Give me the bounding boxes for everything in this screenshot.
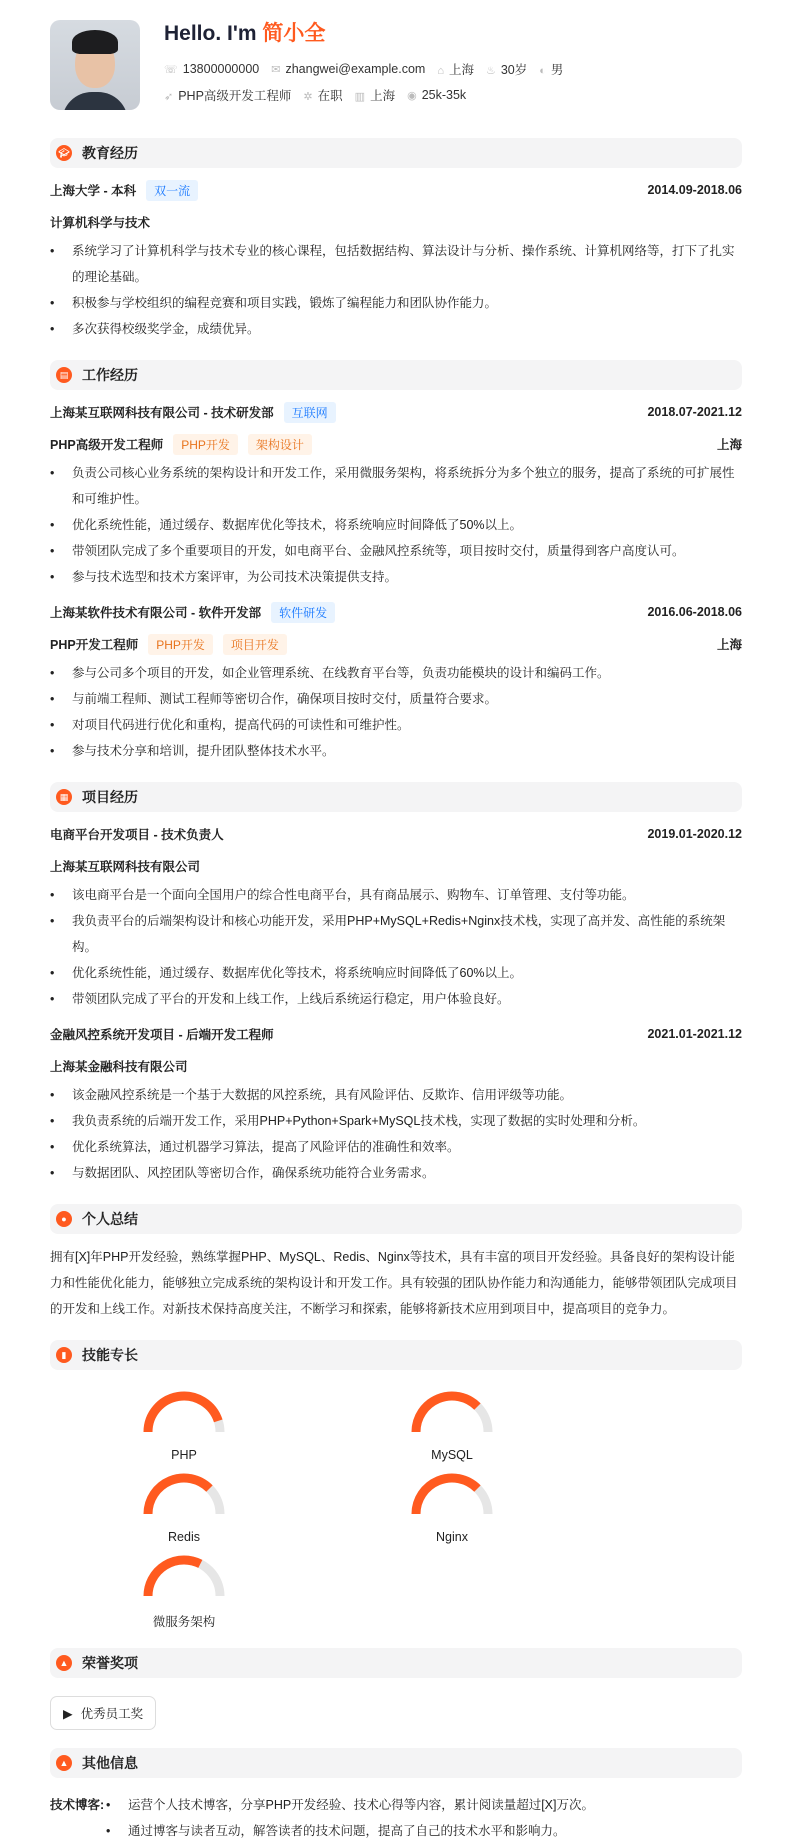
avatar <box>50 20 140 110</box>
job-entry <box>50 602 742 764</box>
job-date: 2018.07-2021.12 <box>647 405 742 419</box>
list-item: • 参与技术分享和培训，提升团队整体技术水平。 <box>50 738 742 764</box>
company: 上海某软件技术有限公司 - 软件开发部 <box>50 606 262 620</box>
gender: 男 <box>550 63 564 77</box>
skill-name: Nginx <box>436 1530 468 1544</box>
award-item[interactable] <box>50 1696 156 1730</box>
greeting: Hello. I'm <box>164 22 263 45</box>
skill-gauge <box>50 1390 318 1462</box>
gauge-arc <box>410 1390 494 1434</box>
job-date: 2016.06-2018.06 <box>647 605 742 619</box>
gauge-arc <box>142 1554 226 1598</box>
salary: 25k-35k <box>421 88 467 102</box>
send-icon: ➶ <box>164 91 174 103</box>
list-item: • 负责公司核心业务系统的架构设计和开发工作，采用微服务架构，将系统拆分为多个独立的服务，提高了系统的可扩展性和可维护性。 <box>50 460 742 512</box>
school: 上海大学 - 本科 <box>50 184 137 198</box>
profile-header <box>50 20 742 120</box>
skills-grid <box>50 1390 586 1630</box>
list-item: • 优化系统性能，通过缓存、数据库优化等技术，将系统响应时间降低了60%以上。 <box>50 960 742 986</box>
cake-icon: ♨ <box>485 65 496 77</box>
candidate-name: 简小全 <box>262 22 326 45</box>
project-company: 上海某金融科技有限公司 <box>50 1060 188 1074</box>
user-icon: ● <box>56 1211 72 1227</box>
section-title: 技能专长 <box>82 1347 138 1363</box>
list-item: • 与前端工程师、测试工程师等密切合作，确保项目按时交付，质量符合要求。 <box>50 686 742 712</box>
list-item: • 系统学习了计算机科学与技术专业的核心课程，包括数据结构、算法设计与分析、操作系统、计算机网络等，打下了扎实的理论基础。 <box>50 238 742 290</box>
section-work <box>50 360 742 390</box>
skill-gauge <box>50 1472 318 1544</box>
list-item: • 积极参与学校组织的编程竞赛和项目实践，锻炼了编程能力和团队协作能力。 <box>50 290 742 316</box>
list-item: • 我负责平台的后端架构设计和核心功能开发，采用PHP+MySQL+Redis+Nginx技术栈，实现了高并发、高性能的系统架构。 <box>50 908 742 960</box>
age: 30岁 <box>500 63 528 77</box>
role: PHP开发工程师 <box>50 638 139 652</box>
other-label: 技术博客: <box>50 1798 105 1812</box>
gauge-arc <box>142 1390 226 1434</box>
list-item: • 参与技术选型和技术方案评审，为公司技术决策提供支持。 <box>50 564 742 590</box>
gender-icon: ◐ <box>539 65 546 77</box>
section-title: 工作经历 <box>82 367 138 383</box>
home-icon: ⌂ <box>437 65 444 77</box>
project-name: 金融风控系统开发项目 - 后端开发工程师 <box>50 1028 274 1042</box>
list-item: • 多次获得校级奖学金，成绩优异。 <box>50 316 742 342</box>
list-item: • 通过博客与读者互动，解答读者的技术问题，提高了自己的技术水平和影响力。 <box>106 1818 594 1844</box>
section-title: 荣誉奖项 <box>82 1655 138 1671</box>
project-name: 电商平台开发项目 - 技术负责人 <box>50 828 224 842</box>
play-icon: ▶ <box>63 1706 73 1721</box>
skill-gauge <box>318 1390 586 1462</box>
skill-name: 微服务架构 <box>152 1615 216 1629</box>
industry-tag: 互联网 <box>284 402 336 423</box>
list-item: • 与数据团队、风控团队等密切合作，确保系统功能符合业务需求。 <box>50 1160 742 1186</box>
job-city: 上海 <box>716 638 742 652</box>
list-item: • 带领团队完成了多个重要项目的开发，如电商平台、金融风控系统等，项目按时交付，质量得到客户高度认可。 <box>50 538 742 564</box>
flame-icon: ▲ <box>56 1655 72 1671</box>
industry-tag: 软件研发 <box>271 602 335 623</box>
section-summary <box>50 1204 742 1234</box>
edu-date: 2014.09-2018.06 <box>647 183 742 197</box>
company: 上海某互联网科技有限公司 - 技术研发部 <box>50 406 274 420</box>
list-item: • 优化系统算法，通过机器学习算法，提高了风险评估的准确性和效率。 <box>50 1134 742 1160</box>
gauge-fill <box>416 1478 477 1514</box>
location: 上海 <box>448 63 474 77</box>
project-date: 2021.01-2021.12 <box>647 1027 742 1041</box>
job-intent: PHP高级开发工程师 <box>178 89 292 103</box>
skill-tag: PHP开发 <box>173 434 238 455</box>
gauge-fill <box>148 1396 218 1432</box>
project-entry <box>50 1024 742 1186</box>
job-city: 上海 <box>716 438 742 452</box>
skill-tag: 架构设计 <box>248 434 312 455</box>
summary-text: 拥有[X]年PHP开发经验，熟练掌握PHP、MySQL、Redis、Nginx等技术，具有丰富的项目开发经验。具备良好的架构设计能力和性能优化能力，能够独立完成系统的架构设计和开发工作。具有较强的团队协作能力和沟通能力，能够带领团队完成项目的开发和上线工作。对新技术保持高度关注，不断学习和探索，能够将新技术应用到项目中，提高项目的竞争力。 <box>50 1250 738 1316</box>
bar-chart-icon: ▮ <box>56 1347 72 1363</box>
section-other <box>50 1748 742 1778</box>
phone-icon: ☏ <box>164 64 178 76</box>
gauge-fill <box>148 1478 209 1514</box>
skill-name: Redis <box>168 1530 200 1544</box>
section-title: 项目经历 <box>82 789 138 805</box>
flame-icon: ▲ <box>56 1755 72 1771</box>
list-item: • 对项目代码进行优化和重构，提高代码的可读性和可维护性。 <box>50 712 742 738</box>
list-item: • 该电商平台是一个面向全国用户的综合性电商平台，具有商品展示、购物车、订单管理、支付等功能。 <box>50 882 742 908</box>
list-item: • 我负责系统的后端开发工作，采用PHP+Python+Spark+MySQL技术栈，实现了数据的实时处理和分析。 <box>50 1108 742 1134</box>
project-date: 2019.01-2020.12 <box>647 827 742 841</box>
skill-tag: 项目开发 <box>223 634 287 655</box>
gauge-arc <box>142 1472 226 1516</box>
page-title <box>164 20 563 48</box>
gauge-arc <box>410 1472 494 1516</box>
edu-bullets <box>50 238 742 342</box>
job-entry <box>50 402 742 590</box>
list-item: • 带领团队完成了平台的开发和上线工作，上线后系统运行稳定，用户体验良好。 <box>50 986 742 1012</box>
skill-tag: PHP开发 <box>148 634 213 655</box>
role: PHP高级开发工程师 <box>50 438 164 452</box>
email-icon: ✉ <box>271 64 281 76</box>
list-item: • 参与公司多个项目的开发，如企业管理系统、在线教育平台等，负责功能模块的设计和编码工作。 <box>50 660 742 686</box>
section-title: 个人总结 <box>82 1211 138 1227</box>
job-status: 在职 <box>317 89 343 103</box>
list-item: • 运营个人技术博客，分享PHP开发经验、技术心得等内容，累计阅读量超过[X]万次。 <box>106 1792 594 1818</box>
target-city: 上海 <box>370 89 396 103</box>
gauge-fill <box>148 1560 200 1596</box>
graduation-cap-icon: 🎓︎ <box>56 145 72 161</box>
school-tag: 双一流 <box>146 180 198 201</box>
status-icon: ✲ <box>303 91 313 103</box>
email: zhangwei@example.com <box>285 62 426 76</box>
gauge-fill <box>416 1396 477 1432</box>
list-item: • 优化系统性能，通过缓存、数据库优化等技术，将系统响应时间降低了50%以上。 <box>50 512 742 538</box>
section-skills <box>50 1340 742 1370</box>
salary-icon: ◉ <box>407 90 417 102</box>
section-honors <box>50 1648 742 1678</box>
project-entry <box>50 824 742 1012</box>
section-title: 其他信息 <box>82 1755 138 1771</box>
grid-icon: ▦ <box>56 789 72 805</box>
project-company: 上海某互联网科技有限公司 <box>50 860 201 874</box>
section-education <box>50 138 742 168</box>
skill-gauge <box>50 1554 318 1630</box>
section-title: 教育经历 <box>82 145 138 161</box>
list-item: • 该金融风控系统是一个基于大数据的风控系统，具有风险评估、反欺诈、信用评级等功能。 <box>50 1082 742 1108</box>
skill-gauge <box>318 1472 586 1544</box>
section-projects <box>50 782 742 812</box>
skill-name: MySQL <box>431 1448 473 1462</box>
skill-name: PHP <box>171 1448 197 1462</box>
briefcase-icon: ▤ <box>56 367 72 383</box>
phone: 13800000000 <box>182 62 260 76</box>
major: 计算机科学与技术 <box>50 216 151 230</box>
award-label: 优秀员工奖 <box>80 1707 144 1721</box>
building-icon: ▥ <box>354 91 366 103</box>
